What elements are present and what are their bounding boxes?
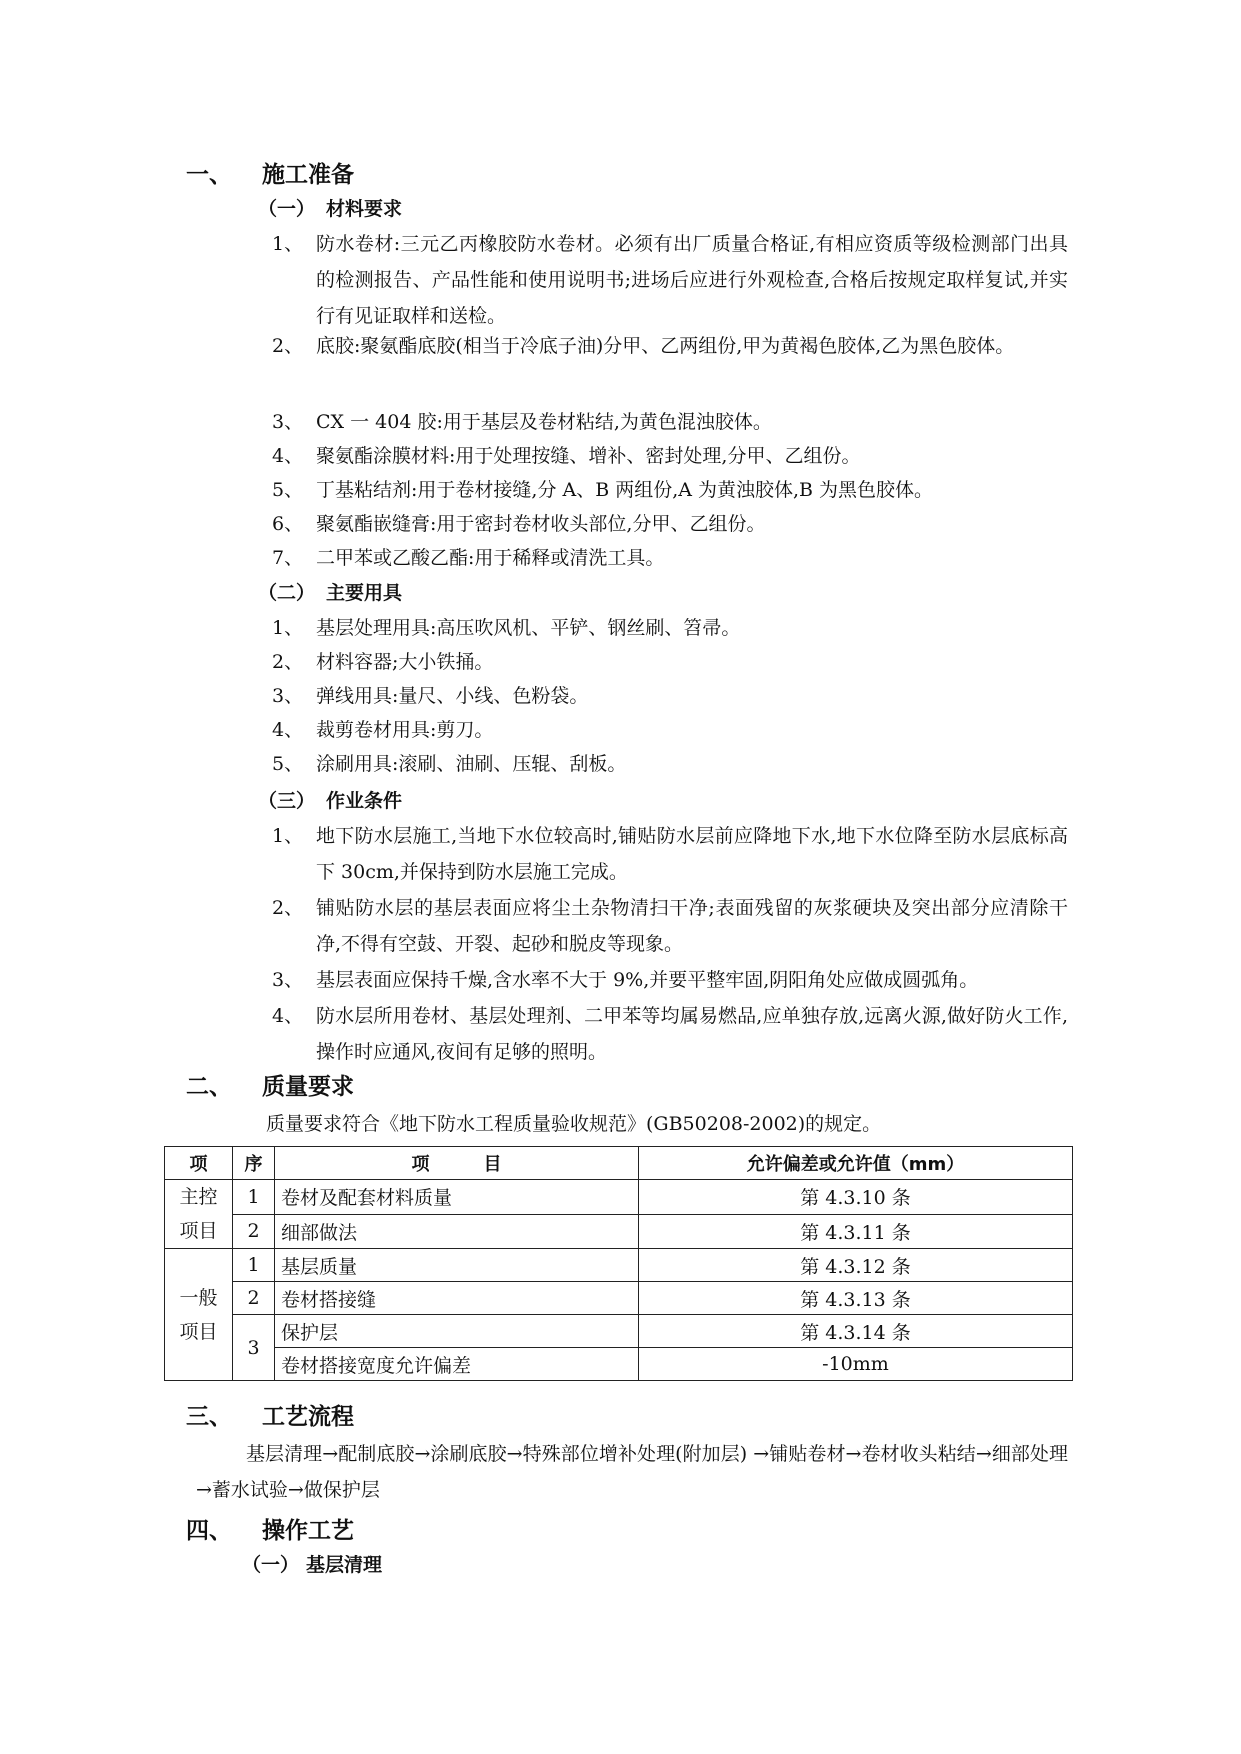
subsection-number: （三） bbox=[258, 790, 316, 812]
subsection-title: 材料要求 bbox=[326, 198, 403, 220]
subsection-title: 主要用具 bbox=[326, 582, 403, 604]
table-row: 一般项目 1 基层质量 第 4.3.12 条 bbox=[165, 1249, 1073, 1282]
subsection-number: （二） bbox=[258, 582, 316, 604]
table-row: 2 细部做法 第 4.3.11 条 bbox=[165, 1214, 1073, 1249]
subsection-number: （一） bbox=[242, 1554, 300, 1576]
section-title: 质量要求 bbox=[262, 1074, 354, 1100]
quality-intro: 质量要求符合《地下防水工程质量验收规范》(GB50208-2002)的规定。 bbox=[266, 1113, 882, 1135]
quality-table bbox=[164, 1146, 1073, 1381]
section-number: 二、 bbox=[186, 1074, 232, 1100]
group-cell: 一般项目 bbox=[165, 1249, 233, 1381]
table-row: 2 卷材搭接缝 第 4.3.13 条 bbox=[165, 1282, 1073, 1315]
table-row: 主控项目 1 卷材及配套材料质量 第 4.3.10 条 bbox=[165, 1180, 1073, 1215]
table-header-row bbox=[165, 1147, 1073, 1180]
section-number: 三、 bbox=[186, 1404, 232, 1430]
header-cell: 允许偏差或允许值（mm） bbox=[639, 1147, 1073, 1180]
header-cell: 项 目 bbox=[275, 1147, 639, 1180]
group-cell: 主控项目 bbox=[165, 1180, 233, 1249]
subsection-title: 基层清理 bbox=[306, 1554, 383, 1576]
section-title: 施工准备 bbox=[262, 162, 354, 188]
section-title: 操作工艺 bbox=[262, 1518, 354, 1544]
document-page: 一、 施工准备 （一） 材料要求 1、 防水卷材:三元乙丙橡胶防水卷材。必须有出厂质量合格证,有相应资质等级检测部门出具的检测报告、产品性能和使用说明书;进场后应进行外观检查,合格后按规定取样复试,并实行有见证取样和送检。 2、 底胶:聚氨酯底胶(相当于冷底子油)分甲、乙两组份,甲为黄褐色胶体,乙为黑色胶体。 3、 CX 一 404 胶:用于基层及卷材粘结,为黄色混浊胶体。 4、 聚氨酯涂膜材料:用于处理按缝、增补、密封处理,分甲、乙组份。 5、 丁基粘结剂:用于卷材接缝,分 A、B 两组份,A 为黄浊胶体,B 为黑色胶体。 6、 聚氨酯嵌缝膏:用于密封卷材收头部位,分甲、乙组份。 7、 二甲苯或乙酸乙酯:用于稀释或清洗工具。 （二） 主要用具 1、 基层处理用具:高压吹风机、平铲、钢丝刷、笤帚。 2、 材料容器;大小铁捅。 3、 弹线用具:量尺、小线、色粉袋。 4、 裁剪卷材用具:剪刀。 5、 涂刷用具:滚刷、油刷、压辊、刮板。 （三） 作业条件 1、 地下防水层施工,当地下水位较高时,铺贴防水层前应降地下水,地下水位降至防水层底标高下 30cm,并保持到防水层施工完成。 2、 铺贴防水层的基层表面应将尘土杂物清扫干净;表面残留的灰浆硬块及突出部分应清除干净,不得有空鼓、开裂、起砂和脱皮等现象。 3、 基层表面应保持千燥,含水率不大于 9%,并要平整牢固,阴阳角处应做成圆弧角。 4、 防水层所用卷材、基层处理剂、二甲苯等均属易燃品,应单独存放,远离火源,做好防火工作,操作时应通风,夜间有足够的照明。 二、 质量要求 质量要求符合《地下防水工程质量验收规范》(GB50208-2002)的规定。 项 序 项 目 允许偏差或允许值（mm） 主控项目 1 卷材及配套材料质量 第 4.3.10 条 2 细部做法 第 4.3.11 条 一般项目 1 基层质量 第 4.3.12 条 2 卷材搭接缝 第 4.3.13 条 3 保护层 第 4.3.14 条 卷材搭接宽度允许偏差 -10mm 三、 工艺流程 基层清理→配制底胶→涂刷底胶→特殊部位增补处理(附加层) →铺贴卷材→卷材收头粘结→细部处理→蓄水试验→做保护层 四、 操作工艺 （一） 基层清理 bbox=[0, 0, 1241, 1754]
table-row: 卷材搭接宽度允许偏差 -10mm bbox=[165, 1348, 1073, 1381]
section-number: 一、 bbox=[186, 162, 232, 188]
header-cell: 序 bbox=[233, 1147, 275, 1180]
section-title: 工艺流程 bbox=[262, 1404, 354, 1430]
header-cell: 项 bbox=[165, 1147, 233, 1180]
table-row: 3 保护层 第 4.3.14 条 bbox=[165, 1315, 1073, 1348]
subsection-number: （一） bbox=[258, 198, 316, 220]
process-flow-text: 基层清理→配制底胶→涂刷底胶→特殊部位增补处理(附加层) →铺贴卷材→卷材收头粘结→细部处理→蓄水试验→做保护层 bbox=[196, 1443, 1068, 1501]
subsection-title: 作业条件 bbox=[326, 790, 403, 812]
section-number: 四、 bbox=[186, 1518, 232, 1544]
